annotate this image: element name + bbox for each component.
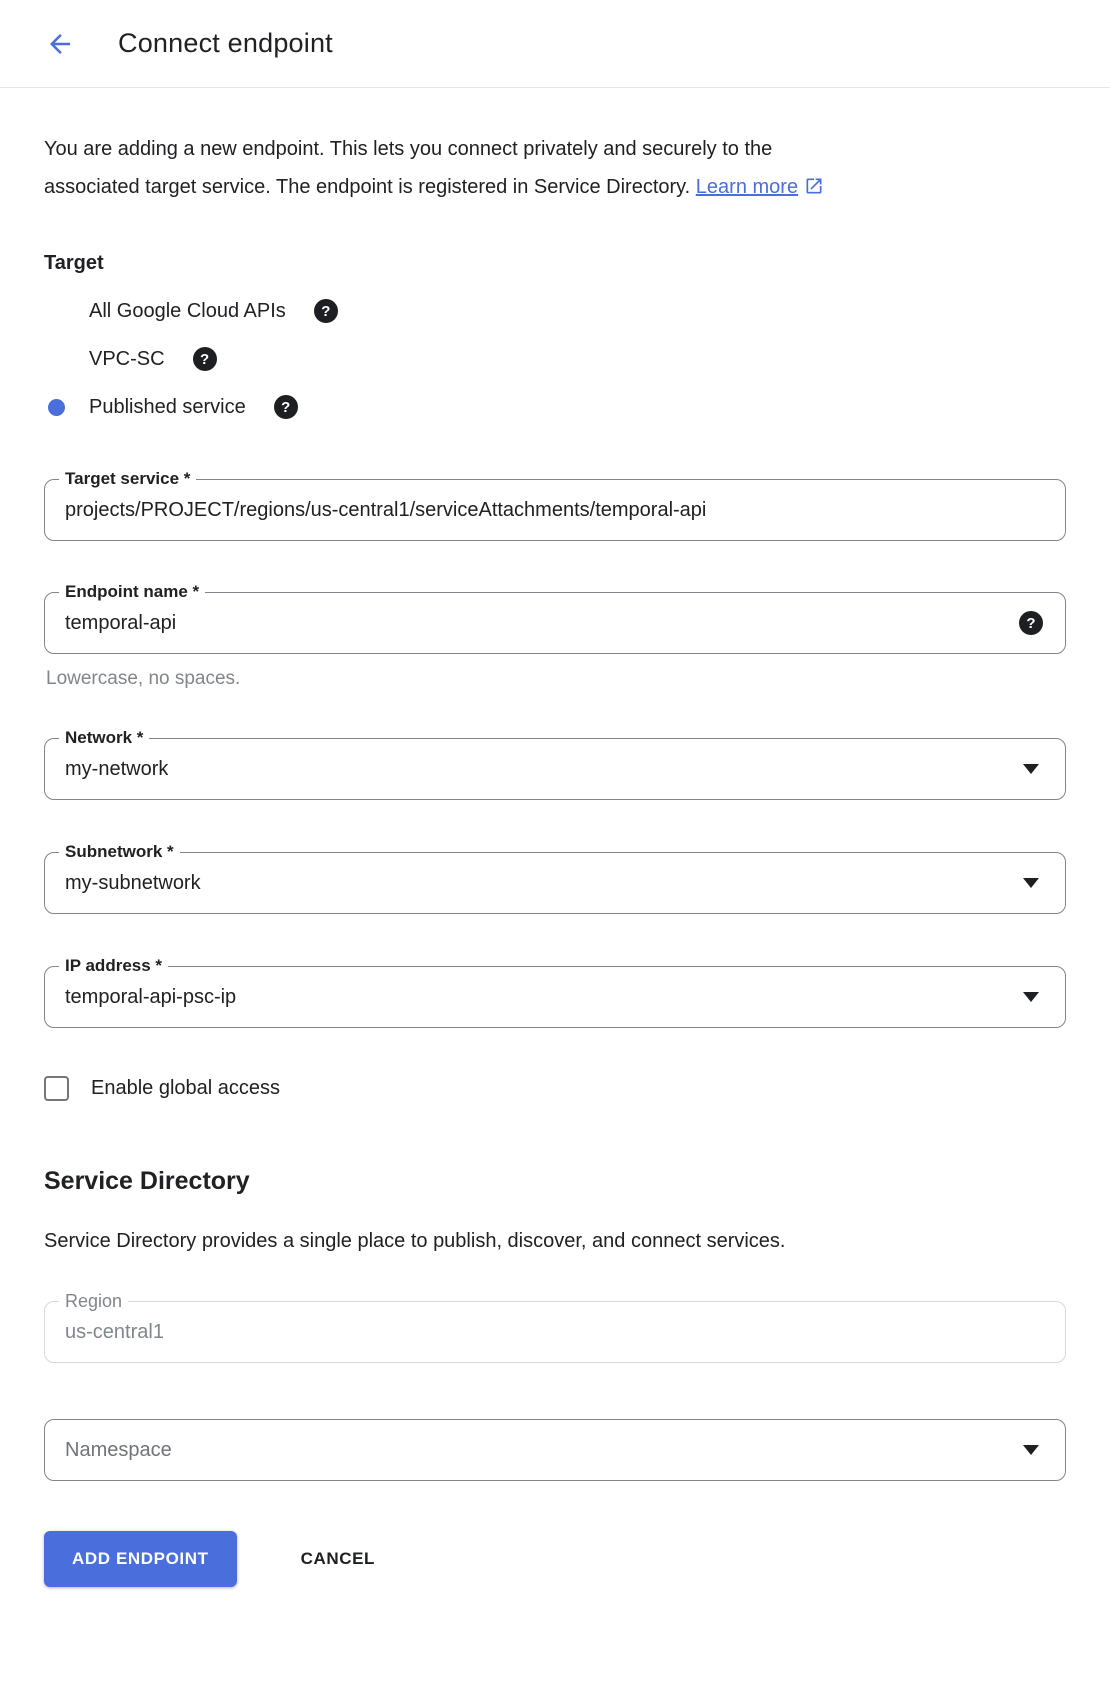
subnetwork-select[interactable] [44,842,1066,914]
radio-label: Published service [89,395,246,418]
chevron-down-icon[interactable] [1023,764,1039,774]
back-arrow-button[interactable] [44,28,76,60]
checkbox-label: Enable global access [91,1077,281,1099]
network-label: Network * [59,728,149,748]
help-icon[interactable]: ? [274,395,298,419]
ip-address-label: IP address * [59,956,168,976]
namespace-select[interactable] [44,1419,1066,1481]
endpoint-name-label: Endpoint name * [59,582,205,602]
region-field-disabled [44,1291,1066,1363]
help-icon[interactable]: ? [1019,611,1043,635]
endpoint-name-helper-text: Lowercase, no spaces. [46,668,241,689]
help-icon[interactable]: ? [193,347,217,371]
radio-option-all-google-cloud-apis[interactable] [44,287,1066,335]
ip-address-value: temporal-api-psc-ip [65,985,237,1008]
learn-more-link[interactable]: Learn more [695,176,799,198]
enable-global-access-option[interactable] [44,1076,1066,1101]
form-actions [44,1531,1066,1587]
intro-text-line2: associated target service. The endpoint is registered in Service Directory. [44,176,691,198]
region-label: Region [59,1291,128,1312]
checkbox-unchecked-icon[interactable] [44,1076,69,1101]
target-section-heading: Target [44,252,104,274]
target-service-label: Target service * [59,469,196,489]
network-select[interactable] [44,728,1066,800]
target-radio-group [44,287,1066,431]
target-service-value: projects/PROJECT/regions/us-central1/serviceAttachments/temporal-api [65,498,707,521]
radio-label: VPC-SC [89,347,165,370]
external-link-icon[interactable] [804,171,824,191]
chevron-down-icon[interactable] [1023,992,1039,1002]
region-value: us-central1 [65,1320,164,1343]
page-title: Connect endpoint [118,28,333,58]
network-value: my-network [65,757,169,780]
connect-endpoint-form [0,88,1110,1639]
cancel-button[interactable]: CANCEL [300,1549,376,1568]
radio-option-published-service[interactable] [44,383,1066,431]
subnetwork-label: Subnetwork * [59,842,180,862]
endpoint-name-value: temporal-api [65,611,177,634]
intro-text-line1: You are adding a new endpoint. This lets you connect privately and securely to the [44,138,773,160]
radio-unselected-icon[interactable] [44,299,68,323]
intro-paragraph [44,130,1004,206]
service-directory-heading: Service Directory [44,1167,250,1195]
namespace-placeholder: Namespace [65,1438,172,1461]
radio-selected-icon[interactable] [44,395,68,419]
help-icon[interactable]: ? [314,299,338,323]
page-header [0,0,1110,88]
chevron-down-icon[interactable] [1023,1445,1039,1455]
arrow-left-icon [45,29,75,59]
radio-label: All Google Cloud APIs [89,299,286,322]
add-endpoint-button[interactable]: ADD ENDPOINT [44,1531,237,1587]
chevron-down-icon[interactable] [1023,878,1039,888]
radio-unselected-icon[interactable] [44,347,68,371]
service-directory-description: Service Directory provides a single place to publish, discover, and connect services. [44,1230,786,1252]
target-service-field[interactable] [44,469,1066,541]
radio-option-vpc-sc[interactable] [44,335,1066,383]
ip-address-select[interactable] [44,956,1066,1028]
endpoint-name-field[interactable] [44,582,1066,654]
subnetwork-value: my-subnetwork [65,871,201,894]
